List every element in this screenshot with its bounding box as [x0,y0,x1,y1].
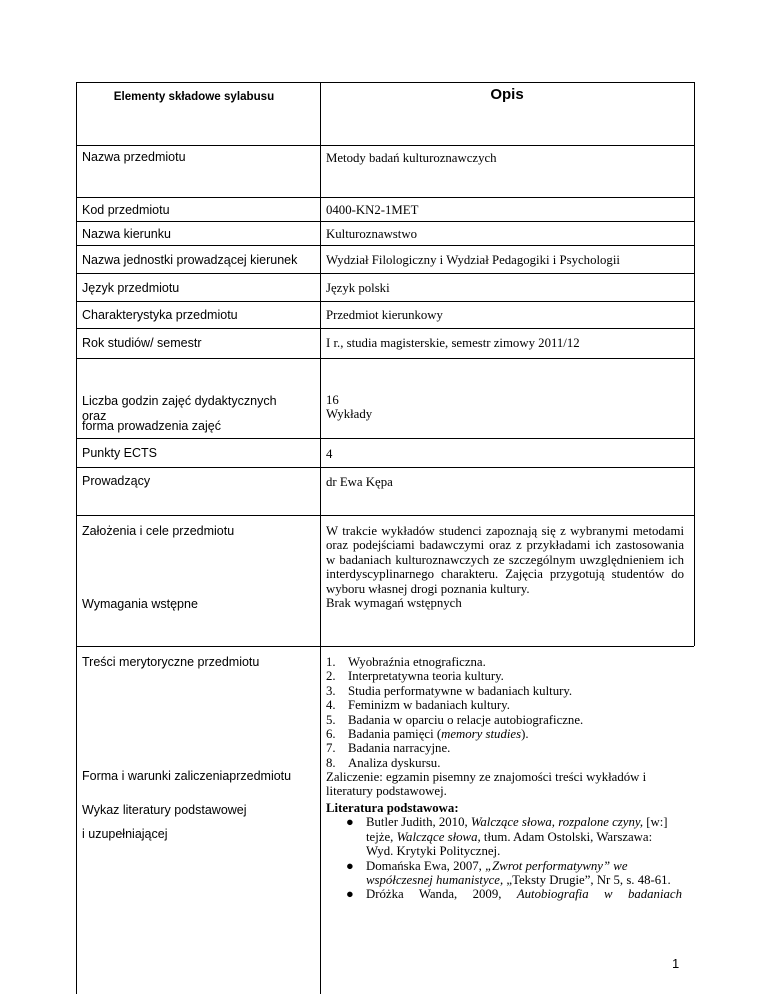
label-godziny-line1: Liczba godzin zajęć dydaktycznych oraz [82,394,277,423]
literature-block [326,801,688,902]
label-tresci: Treści merytoryczne przedmiotu [82,655,260,669]
lit-title-italic: Walczące słowa, rozpalone czyny, [470,815,644,830]
value-prowadzacy: dr Ewa Kępa [326,475,393,489]
lit-text: [w:] tejże, [366,815,668,844]
list-item [326,887,688,901]
table-border [76,82,77,994]
table-border [76,273,694,274]
label-ects: Punkty ECTS [82,446,158,460]
table-border [76,646,694,647]
item-number: 1. [326,655,336,669]
lit-title-italic: Autobiografia w badaniach [516,887,682,902]
value-nazwa-przedmiotu: Metody badań kulturoznawczych [326,151,497,165]
item-number: 8. [326,755,336,770]
item-text: Interpretatywna teoria kultury. [348,669,504,684]
bullet-icon: ● [346,815,354,830]
value-ects: 4 [326,447,333,461]
value-nazwa-kierunku: Kulturoznawstwo [326,227,417,241]
item-number: 4. [326,698,336,713]
item-number: 6. [326,727,336,742]
item-text: Studia performatywne w badaniach kultury. [348,683,573,698]
label-godziny-line2: forma prowadzenia zajęć [82,419,221,433]
value-zalozenia: W trakcie wykładów studenci zapoznają się z wybranymi metodami oraz podejściami badawczymi oraz z przykładami ich zastosowania w badaniach kulturoznawczych ze szczególnym uwzględnieniem ich interdyscyplinarnego charakteru. Zajęcia przygotują studentów do wyboru własnej drogi poznania kultury. [326,524,684,596]
value-wymagania: Brak wymagań wstępnych [326,596,462,610]
table-border [320,82,321,994]
list-item [326,727,688,741]
label-jezyk: Język przedmiotu [82,281,180,295]
label-zaliczenie: Forma i warunki zaliczeniaprzedmiotu [82,769,292,783]
list-item [326,698,688,712]
label-wymagania: Wymagania wstępne [82,597,198,611]
table-border [694,82,695,646]
table-border [76,197,694,198]
list-item [326,741,688,755]
table-border [76,301,694,302]
value-godziny: 16 [326,393,339,407]
label-prowadzacy: Prowadzący [82,474,151,488]
item-text [348,727,529,741]
item-text: Wyobraźnia etnograficzna. [348,655,486,669]
lit-title-italic: „Zwrot performatywny” we współczesnej humanistyce, [366,858,628,888]
label-kod-przedmiotu: Kod przedmiotu [82,203,170,217]
lit-text: tłum. Adam Ostolski, Warszawa: Wyd. Krytyki Politycznej. [366,829,653,859]
value-kod-przedmiotu: 0400-KN2-1MET [326,203,419,217]
table-border [76,245,694,246]
table-border [76,358,694,359]
item-text: Badania w oparciu o relacje autobiograficzne. [348,712,584,727]
table-border [76,438,694,439]
item-number: 2. [326,669,336,684]
topics-list [326,655,688,770]
label-zalozenia: Założenia i cele przedmiotu [82,524,235,538]
table-border [76,82,694,83]
bullet-icon: ● [346,858,354,873]
page-number: 1 [672,956,680,971]
item-text: Badania narracyjne. [348,741,451,756]
list-item [326,713,688,727]
table-border [76,221,694,222]
lit-text: „Teksty Drugie”, Nr 5, s. 48-61. [503,873,671,888]
lit-text: Butler Judith, 2010, [366,815,471,830]
lit-title-italic: Walczące słowa, [396,829,481,844]
value-jednostka: Wydział Filologiczny i Wydział Pedagogiki i Psychologii [326,253,620,267]
column-header-elements: Elementy składowe sylabusu [113,90,275,103]
label-nazwa-kierunku: Nazwa kierunku [82,227,171,241]
item-text-part: Badania pamięci ( [348,727,442,742]
label-charakterystyka: Charakterystyka przedmiotu [82,308,238,322]
list-item [326,815,688,858]
list-item [326,859,688,888]
item-number: 5. [326,712,336,727]
label-rok: Rok studiów/ semestr [82,336,202,350]
item-text-part: ). [521,727,529,742]
value-forma: Wykłady [326,407,373,421]
item-number: 3. [326,683,336,698]
list-item [326,669,688,683]
label-nazwa-przedmiotu: Nazwa przedmiotu [82,150,186,164]
literature-title: Literatura podstawowa: [326,801,459,815]
item-text-italic: memory studies [441,727,522,742]
bullet-icon: ● [346,887,354,902]
item-text: Feminizm w badaniach kultury. [348,698,510,713]
label-jednostka: Nazwa jednostki prowadzącej kierunek [82,253,298,267]
label-literatura-line2: i uzupełniającej [82,827,168,841]
value-rok: I r., studia magisterskie, semestr zimowy 2011/12 [326,336,580,350]
table-border [76,328,694,329]
value-jezyk: Język polski [326,281,390,295]
item-text: Analiza dyskursu. [348,755,441,770]
value-charakterystyka: Przedmiot kierunkowy [326,308,443,322]
column-header-description: Opis [490,86,524,103]
table-border [76,467,694,468]
value-zaliczenie: Zaliczenie: egzamin pisemny ze znajomości treści wykładów i literatury podstawowej. [326,770,647,799]
lit-text: Dróżka Wanda, 2009, [366,887,517,902]
table-border [76,515,694,516]
list-item [326,684,688,698]
item-number: 7. [326,741,336,756]
list-item [326,756,688,770]
lit-text: Domańska Ewa, 2007, [366,858,486,873]
table-border [76,145,694,146]
list-item [326,655,688,669]
label-literatura-line1: Wykaz literatury podstawowej [82,803,247,817]
